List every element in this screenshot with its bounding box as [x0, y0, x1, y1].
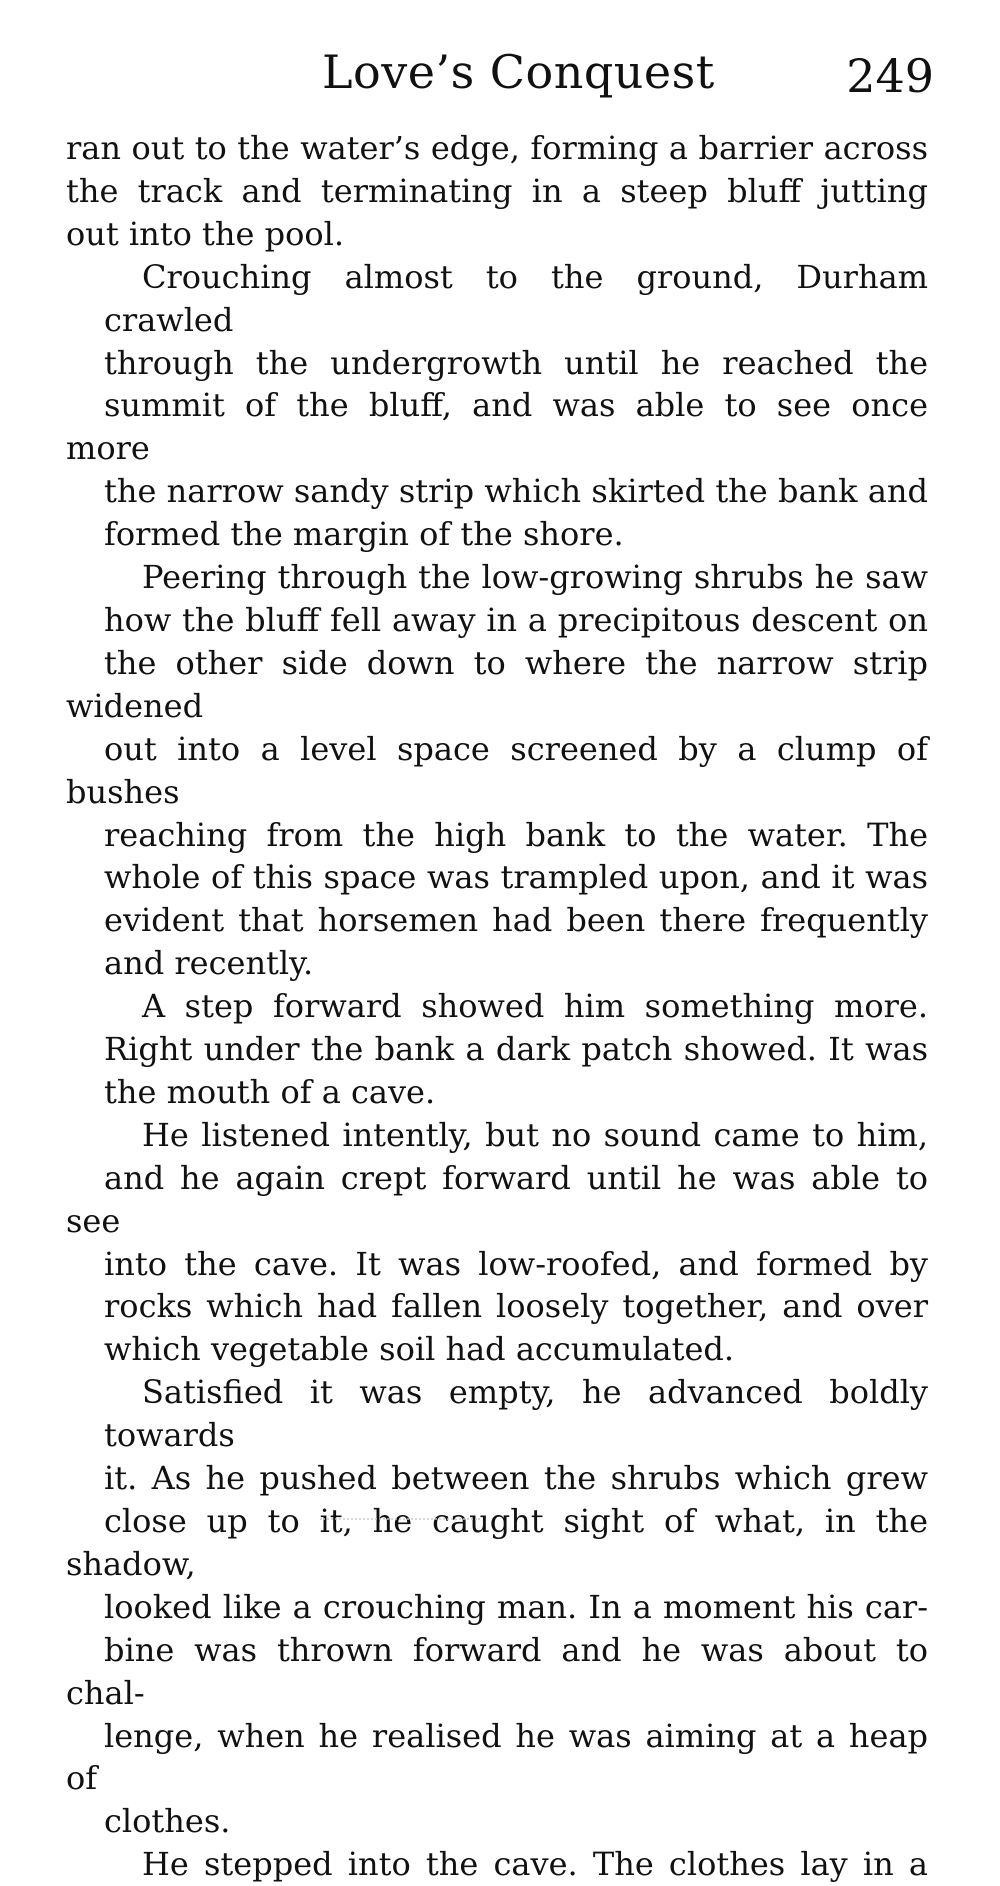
- text-line: Right under the bank a dark patch showed. It was: [104, 1030, 928, 1069]
- running-head: [0, 42, 1000, 102]
- text-line: it. As he pushed between the shrubs which grew: [104, 1459, 928, 1498]
- paragraph: [66, 1843, 928, 1886]
- text-line: rocks which had fallen loosely together, and over: [104, 1287, 928, 1326]
- text-line: how the bluff fell away in a precipitous descent on: [104, 600, 928, 639]
- text-line: and he again crept forward until he was able to see: [66, 1158, 928, 1240]
- text-line: the other side down to where the narrow strip widened: [66, 643, 928, 725]
- print-smudge: [320, 1518, 480, 1524]
- paragraph: [66, 127, 928, 256]
- text-line: He listened intently, but no sound came to him,: [142, 1115, 928, 1154]
- running-title: Love’s Conquest: [322, 45, 715, 99]
- paragraph: [66, 556, 928, 985]
- text-line: which vegetable soil had accumulated.: [104, 1330, 735, 1369]
- text-line: Crouching almost to the ground, Durham crawled: [104, 257, 928, 339]
- text-line: reaching from the high bank to the water. The: [104, 815, 928, 854]
- text-line: out into the pool.: [66, 214, 345, 253]
- text-line: bine was thrown forward and he was about to chal-: [66, 1630, 928, 1712]
- text-line: evident that horsemen had been there frequently: [104, 901, 928, 940]
- text-line: and recently.: [104, 944, 314, 983]
- text-line: whole of this space was trampled upon, and it was: [104, 858, 928, 897]
- text-line: close up to it, he caught sight of what, in the shadow,: [66, 1502, 928, 1583]
- text-line: A step forward showed him something more.: [142, 987, 928, 1026]
- page-number: 249: [846, 49, 934, 103]
- paragraph: [66, 1371, 928, 1843]
- text-line: out into a level space screened by a clump of bushes: [66, 729, 928, 811]
- text-line: formed the margin of the shore.: [104, 515, 624, 554]
- paragraph: [66, 1114, 928, 1371]
- paragraph: [66, 256, 928, 556]
- text-line: the narrow sandy strip which skirted the bank and: [104, 472, 928, 511]
- text-line: into the cave. It was low-roofed, and formed by: [104, 1244, 928, 1283]
- text-line: through the undergrowth until he reached the: [104, 343, 928, 382]
- body-text: [66, 127, 928, 1886]
- text-line: ran out to the water’s edge, forming a barrier across: [66, 129, 928, 167]
- text-line: the track and terminating in a steep bluff jutting: [66, 171, 928, 210]
- text-line: Peering through the low-growing shrubs he saw: [142, 558, 928, 597]
- text-line: Satisfied it was empty, he advanced boldly towards: [104, 1373, 928, 1455]
- paragraph: [66, 985, 928, 1114]
- text-line: summit of the bluff, and was able to see once more: [66, 386, 928, 468]
- text-line: lenge, when he realised he was aiming at a heap of: [66, 1716, 928, 1798]
- text-line: clothes.: [104, 1802, 231, 1841]
- text-line: the mouth of a cave.: [104, 1072, 436, 1111]
- text-line: looked like a crouching man. In a moment his car-: [104, 1587, 928, 1626]
- text-line: He stepped into the cave. The clothes lay in a: [142, 1845, 928, 1884]
